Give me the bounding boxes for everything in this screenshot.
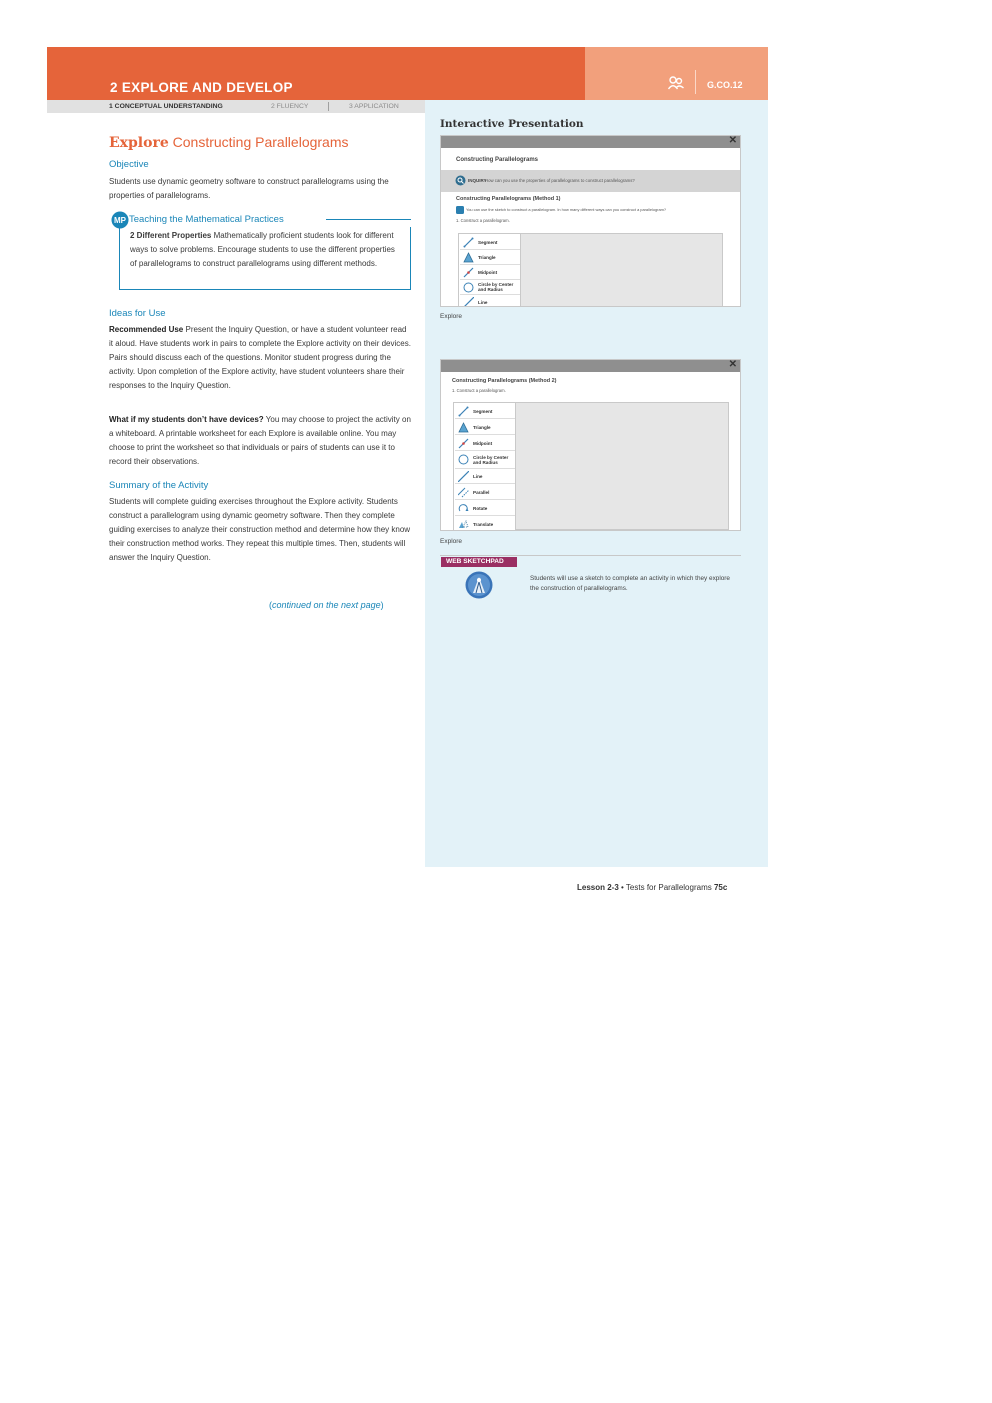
close-icon: ✕ xyxy=(728,359,737,370)
parallel-icon xyxy=(458,487,469,498)
midpoint-icon xyxy=(463,267,474,278)
web-sketchpad-badge: WEB SKETCHPAD xyxy=(441,557,517,567)
tool-midpoint[interactable]: Midpoint xyxy=(455,436,515,451)
devices-body: You may choose to project the activity on a whiteboard. A printable worksheet for each Explore is available online. You may choose to print the worksheet so that individuals or pairs of students can use it to record their observations. xyxy=(109,415,411,466)
mathematical-practices-title: Teaching the Mathematical Practices xyxy=(129,214,284,225)
tool-palette xyxy=(454,403,516,531)
tool-triangle[interactable]: Triangle xyxy=(455,420,515,435)
method-title: Constructing Parallelograms (Method 2) xyxy=(452,378,557,384)
inquiry-question: How can you use the properties of parallelograms to construct parallelograms? xyxy=(485,178,635,183)
page-number: 75c xyxy=(713,883,728,892)
tool-line[interactable]: Line xyxy=(460,295,520,307)
inquiry-bar xyxy=(441,170,740,192)
rotate-icon xyxy=(458,503,469,514)
tool-segment[interactable]: Segment xyxy=(460,235,520,250)
tab-application[interactable]: 3 APPLICATION xyxy=(349,103,399,110)
lesson-title: Tests for Parallelograms xyxy=(625,883,712,892)
divider xyxy=(440,555,741,556)
recommended-use-body: Present the Inquiry Question, or have a student volunteer read it aloud. Have students work in pairs to complete the Explore activity on their devices. Pairs should discuss each of the questions. Monitor student progress during the activity. Upon completion of the Explore activity, have student volunteers share their responses to the Inquiry Question. xyxy=(109,325,411,390)
prompt-icon xyxy=(456,206,464,214)
tool-rotate[interactable]: Rotate xyxy=(455,501,515,516)
summary-text: Students will complete guiding exercises throughout the Explore activity. Students construct a parallelogram using dynamic geometry software. Then they complete guiding exercises to analyze their construction method and determine how they know their construction method works. They repeat this multiple times. Then, students will answer the Inquiry Question. xyxy=(109,497,411,562)
explore-label: Explore xyxy=(109,135,169,151)
section-header xyxy=(47,47,585,100)
method-prompt: You can use the sketch to construct a parallelogram. In how many different ways can you construct a parallelogram? xyxy=(466,207,667,212)
page-footer xyxy=(577,883,727,892)
objective-heading: Objective xyxy=(109,159,149,170)
mp-body: Mathematically proficient students look for different ways to solve problems. Encourage students to use the different properties of parallelograms to construct parallelograms using different methods. xyxy=(130,231,395,268)
section-title: 2 EXPLORE AND DEVELOP xyxy=(110,80,293,95)
inquiry-label: INQUIRY xyxy=(468,178,487,183)
header-standard-panel xyxy=(585,47,768,100)
tool-translate[interactable]: Translate xyxy=(455,517,515,531)
explore-heading xyxy=(109,134,349,151)
tab-divider xyxy=(328,102,329,111)
mp-rule xyxy=(326,219,411,220)
explore-screenshot-1[interactable] xyxy=(440,135,741,307)
tool-line[interactable]: Line xyxy=(455,469,515,484)
segment-icon xyxy=(463,237,474,248)
continued-text: continued on the next page xyxy=(272,600,381,610)
screenshot-2-caption: Explore xyxy=(440,538,463,545)
tool-palette xyxy=(459,234,521,307)
tool-circle-by-center[interactable]: Circle by Center and Radius xyxy=(460,280,520,295)
triangle-icon xyxy=(458,422,469,433)
midpoint-icon xyxy=(458,438,469,449)
devices-label: What if my students don’t have devices? xyxy=(109,415,264,424)
tool-segment[interactable]: Segment xyxy=(455,404,515,419)
footer-bullet: • xyxy=(621,883,624,892)
mp-strong: 2 Different Properties xyxy=(130,231,212,240)
recommended-use-text xyxy=(109,323,411,393)
translate-icon xyxy=(458,519,469,530)
explore-title: Constructing Parallelograms xyxy=(172,134,349,150)
tab-fluency[interactable]: 2 FLUENCY xyxy=(271,103,309,110)
screenshot-titlebar xyxy=(441,360,740,372)
screenshot-title: Constructing Parallelograms xyxy=(456,157,539,163)
tab-conceptual-understanding[interactable]: 1 CONCEPTUAL UNDERSTANDING xyxy=(109,103,223,110)
recommended-use-label: Recommended Use xyxy=(109,325,184,334)
lesson-phase-tabs xyxy=(47,100,425,113)
web-sketchpad-description: Students will use a sketch to complete an activity in which they explore the construction of parallelograms. xyxy=(530,575,730,592)
interactive-presentation-title: Interactive Presentation xyxy=(440,118,584,130)
triangle-icon xyxy=(463,252,474,263)
step-text: 1. Construct a parallelogram. xyxy=(456,218,510,223)
circle-icon xyxy=(463,282,474,293)
standard-code: G.CO.12 xyxy=(707,80,743,90)
step-text: 1. Construct a parallelogram. xyxy=(452,388,506,393)
objective-text: Students use dynamic geometry software to construct parallelograms using the properties of parallelograms. xyxy=(109,177,389,200)
segment-icon xyxy=(458,406,469,417)
mathematical-practices-text xyxy=(130,229,400,271)
header-divider xyxy=(695,70,696,94)
tool-triangle[interactable]: Triangle xyxy=(460,250,520,265)
circle-icon xyxy=(458,454,469,465)
continued-link[interactable]: (continued on the next page) xyxy=(269,600,384,610)
tool-midpoint[interactable]: Midpoint xyxy=(460,265,520,280)
close-icon: ✕ xyxy=(728,135,737,146)
tool-parallel[interactable]: Parallel xyxy=(455,485,515,500)
mp-badge-text: MP xyxy=(114,216,126,225)
inquiry-icon xyxy=(455,175,466,186)
lesson-number: Lesson 2-3 xyxy=(577,883,619,892)
ideas-for-use-heading: Ideas for Use xyxy=(109,308,166,319)
sketch-canvas[interactable] xyxy=(453,402,729,530)
sketchpad-icon xyxy=(465,571,493,599)
group-icon xyxy=(668,76,684,90)
line-icon xyxy=(463,297,474,307)
explore-screenshot-2[interactable] xyxy=(440,359,741,531)
tool-circle-by-center[interactable]: Circle by Center and Radius xyxy=(455,452,515,469)
screenshot-1-caption: Explore xyxy=(440,313,463,320)
method-title: Constructing Parallelograms (Method 1) xyxy=(456,196,561,202)
sketch-canvas[interactable] xyxy=(458,233,723,307)
summary-heading: Summary of the Activity xyxy=(109,480,209,491)
devices-text xyxy=(109,413,411,469)
line-icon xyxy=(458,471,469,482)
screenshot-titlebar xyxy=(441,136,740,148)
